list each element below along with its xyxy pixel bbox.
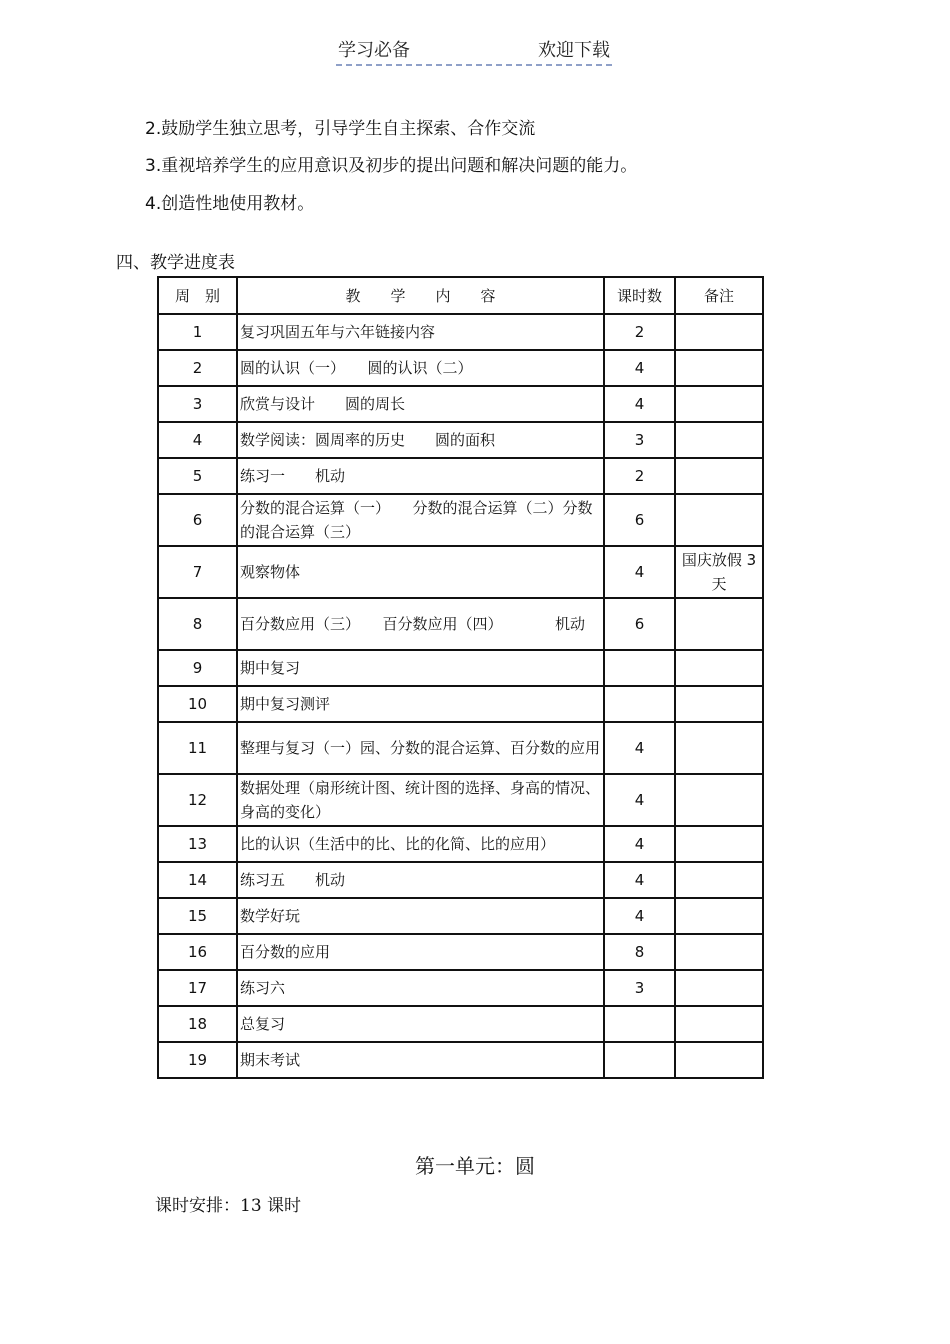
hours-cell: 4	[604, 722, 675, 774]
hours-cell: 3	[604, 970, 675, 1006]
week-cell: 14	[158, 862, 237, 898]
note-cell	[675, 422, 763, 458]
table-row	[158, 458, 763, 494]
week-cell: 4	[158, 422, 237, 458]
note-cell	[675, 862, 763, 898]
schedule-table	[157, 276, 764, 1079]
week-cell: 10	[158, 686, 237, 722]
note-cell	[675, 686, 763, 722]
hours-cell: 4	[604, 774, 675, 826]
note-cell	[675, 970, 763, 1006]
schedule-rows	[158, 314, 763, 1078]
unit-title: 第一单元：圆	[415, 1154, 535, 1178]
hours-cell: 4	[604, 898, 675, 934]
header-left-text: 学习必备	[338, 40, 410, 61]
hours-cell: 4	[604, 862, 675, 898]
hours-cell	[604, 1006, 675, 1042]
table-row	[158, 422, 763, 458]
week-cell: 17	[158, 970, 237, 1006]
note-cell	[675, 826, 763, 862]
header-hours: 课时数	[604, 277, 675, 314]
table-row	[158, 774, 763, 826]
table-row	[158, 722, 763, 774]
hours-cell	[604, 650, 675, 686]
content-cell: 分数的混合运算（一） 分数的混合运算（二）分数的混合运算（三）	[237, 494, 604, 546]
week-cell: 12	[158, 774, 237, 826]
week-cell: 18	[158, 1006, 237, 1042]
header-right-text: 欢迎下载	[538, 40, 610, 61]
header-week: 周 别	[158, 277, 237, 314]
content-cell: 观察物体	[237, 546, 604, 598]
content-cell: 期末考试	[237, 1042, 604, 1078]
hours-cell: 3	[604, 422, 675, 458]
content-cell: 数学好玩	[237, 898, 604, 934]
table-row	[158, 598, 763, 650]
content-cell: 整理与复习（一）园、分数的混合运算、百分数的应用	[237, 722, 604, 774]
week-cell: 5	[158, 458, 237, 494]
section-title: 四、教学进度表	[116, 253, 235, 273]
hours-cell	[604, 1042, 675, 1078]
hours-cell: 4	[604, 350, 675, 386]
content-cell: 总复习	[237, 1006, 604, 1042]
note-cell	[675, 1006, 763, 1042]
content-cell: 比的认识（生活中的比、比的化简、比的应用）	[237, 826, 604, 862]
objective-4: 4.创造性地使用教材。	[145, 194, 315, 214]
week-cell: 11	[158, 722, 237, 774]
week-cell: 2	[158, 350, 237, 386]
week-cell: 9	[158, 650, 237, 686]
header-content: 教 学 内 容	[237, 277, 604, 314]
content-cell: 期中复习测评	[237, 686, 604, 722]
week-cell: 13	[158, 826, 237, 862]
hours-cell: 4	[604, 826, 675, 862]
week-cell: 6	[158, 494, 237, 546]
content-cell: 期中复习	[237, 650, 604, 686]
note-cell	[675, 350, 763, 386]
content-cell: 圆的认识（一） 圆的认识（二）	[237, 350, 604, 386]
hours-cell: 6	[604, 494, 675, 546]
content-cell: 练习一 机动	[237, 458, 604, 494]
content-cell: 欣赏与设计 圆的周长	[237, 386, 604, 422]
table-row	[158, 686, 763, 722]
table-row	[158, 898, 763, 934]
table-row	[158, 386, 763, 422]
hours-cell: 4	[604, 546, 675, 598]
content-cell: 复习巩固五年与六年链接内容	[237, 314, 604, 350]
note-cell	[675, 598, 763, 650]
objective-2: 2.鼓励学生独立思考，引导学生自主探索、合作交流	[145, 119, 536, 139]
hours-cell: 8	[604, 934, 675, 970]
content-cell: 练习六	[237, 970, 604, 1006]
week-cell: 7	[158, 546, 237, 598]
table-row	[158, 970, 763, 1006]
table-row	[158, 350, 763, 386]
week-cell: 15	[158, 898, 237, 934]
note-cell	[675, 458, 763, 494]
table-row	[158, 650, 763, 686]
note-cell	[675, 1042, 763, 1078]
table-row	[158, 862, 763, 898]
note-cell	[675, 722, 763, 774]
hours-cell: 4	[604, 386, 675, 422]
table-row	[158, 1042, 763, 1078]
note-cell	[675, 650, 763, 686]
note-cell	[675, 386, 763, 422]
week-cell: 19	[158, 1042, 237, 1078]
content-cell: 数据处理（扇形统计图、统计图的选择、身高的情况、身高的变化）	[237, 774, 604, 826]
table-row	[158, 934, 763, 970]
week-cell: 1	[158, 314, 237, 350]
hours-cell: 6	[604, 598, 675, 650]
note-cell	[675, 314, 763, 350]
objective-3: 3.重视培养学生的应用意识及初步的提出问题和解决问题的能力。	[145, 156, 638, 176]
week-cell: 3	[158, 386, 237, 422]
week-cell: 16	[158, 934, 237, 970]
note-cell	[675, 934, 763, 970]
table-row	[158, 826, 763, 862]
note-cell	[675, 494, 763, 546]
hours-cell: 2	[604, 458, 675, 494]
content-cell: 数学阅读：圆周率的历史 圆的面积	[237, 422, 604, 458]
table-row	[158, 494, 763, 546]
hours-cell	[604, 686, 675, 722]
unit-hours: 课时安排：13 课时	[155, 1196, 302, 1216]
content-cell: 百分数的应用	[237, 934, 604, 970]
header-note: 备注	[675, 277, 763, 314]
table-row	[158, 546, 763, 598]
note-cell	[675, 898, 763, 934]
hours-cell: 2	[604, 314, 675, 350]
content-cell: 百分数应用（三） 百分数应用（四） 机动	[237, 598, 604, 650]
week-cell: 8	[158, 598, 237, 650]
note-cell	[675, 774, 763, 826]
table-row	[158, 1006, 763, 1042]
note-cell: 国庆放假 3 天	[675, 546, 763, 598]
table-row	[158, 314, 763, 350]
content-cell: 练习五 机动	[237, 862, 604, 898]
page-header	[336, 38, 612, 66]
